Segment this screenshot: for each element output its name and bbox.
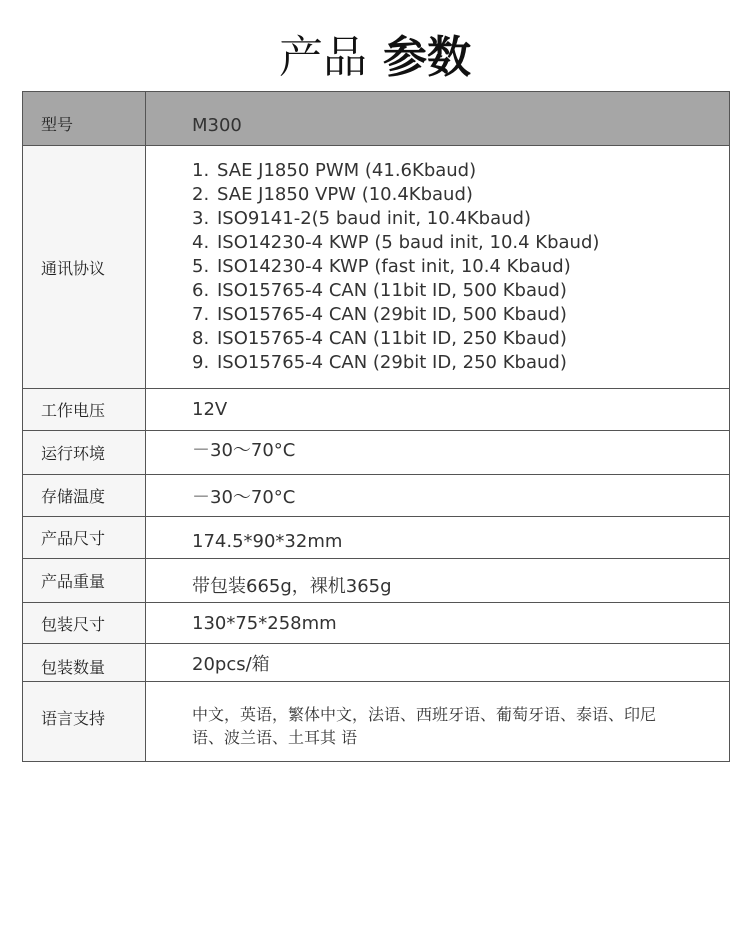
spec-row-product-weight bbox=[23, 559, 730, 603]
spec-key-voltage: 工作电压 bbox=[23, 389, 146, 431]
spec-row-package-qty bbox=[23, 644, 730, 682]
protocol-list bbox=[192, 159, 729, 375]
spec-key-languages-label: 语言支持 bbox=[41, 709, 106, 728]
spec-value-package-size: 130*75*258mm bbox=[146, 603, 730, 644]
protocol-text: ISO15765-4 CAN (29bit ID, 500 Kbaud) bbox=[217, 304, 567, 325]
protocol-text: ISO9141-2(5 baud init, 10.4Kbaud) bbox=[217, 208, 531, 229]
page-title-light: 产品 bbox=[279, 32, 367, 83]
spec-value-product-size bbox=[146, 517, 730, 559]
spec-key-package-size: 包装尺寸 bbox=[23, 603, 146, 644]
page-title bbox=[0, 28, 750, 88]
protocol-number: 8. bbox=[192, 328, 210, 349]
protocol-item bbox=[192, 255, 729, 279]
spec-value-model-text: M300 bbox=[192, 115, 242, 136]
spec-value-product-weight-text: 带包装665g，裸机365g bbox=[192, 575, 392, 597]
spec-key-model-label: 型号 bbox=[41, 115, 74, 134]
spec-value-package-qty: 20pcs/箱 bbox=[146, 644, 730, 682]
page-title-bold: 参数 bbox=[383, 32, 471, 83]
spec-row-product-size bbox=[23, 517, 730, 559]
spec-table bbox=[22, 91, 730, 762]
protocol-text: ISO15765-4 CAN (11bit ID, 250 Kbaud) bbox=[217, 328, 567, 349]
protocol-item bbox=[192, 327, 729, 351]
spec-row-storage-temp bbox=[23, 475, 730, 517]
spec-value-voltage: 12V bbox=[146, 389, 730, 431]
spec-value-product-weight bbox=[146, 559, 730, 603]
spec-value-languages-text: 中文，英语，繁体中文，法语、西班牙语、葡萄牙语、泰语、印尼语、波兰语、土耳其 语 bbox=[192, 704, 657, 747]
protocol-text: ISO14230-4 KWP (fast init, 10.4 Kbaud) bbox=[217, 256, 571, 277]
spec-value-operating-env bbox=[146, 431, 730, 475]
spec-key-product-weight: 产品重量 bbox=[23, 559, 146, 603]
spec-key-package-qty-label: 包装数量 bbox=[41, 658, 106, 677]
protocol-number: 4. bbox=[192, 232, 210, 253]
spec-row-model bbox=[23, 92, 730, 146]
protocol-text: SAE J1850 VPW (10.4Kbaud) bbox=[217, 184, 473, 205]
protocol-item bbox=[192, 207, 729, 231]
protocol-number: 2. bbox=[192, 184, 210, 205]
protocol-text: ISO15765-4 CAN (29bit ID, 250 Kbaud) bbox=[217, 352, 567, 373]
protocol-number: 6. bbox=[192, 280, 210, 301]
protocol-text: ISO15765-4 CAN (11bit ID, 500 Kbaud) bbox=[217, 280, 567, 301]
spec-row-operating-env bbox=[23, 431, 730, 475]
spec-value-storage-temp: －30～70°C bbox=[146, 475, 730, 517]
protocol-item bbox=[192, 351, 729, 375]
spec-row-package-size bbox=[23, 603, 730, 644]
spec-value-operating-env-text: －30～70°C bbox=[192, 439, 296, 461]
spec-row-protocols bbox=[23, 146, 730, 389]
protocol-item bbox=[192, 159, 729, 183]
spec-value-model bbox=[146, 92, 730, 146]
spec-key-storage-temp: 存储温度 bbox=[23, 475, 146, 517]
spec-key-languages bbox=[23, 682, 146, 762]
protocol-number: 7. bbox=[192, 304, 210, 325]
protocol-item bbox=[192, 183, 729, 207]
protocol-item bbox=[192, 279, 729, 303]
spec-key-operating-env: 运行环境 bbox=[23, 431, 146, 475]
spec-value-languages bbox=[146, 682, 730, 762]
protocol-number: 9. bbox=[192, 352, 210, 373]
spec-value-protocols bbox=[146, 146, 730, 389]
spec-key-model bbox=[23, 92, 146, 146]
protocol-number: 1. bbox=[192, 160, 210, 181]
protocol-item bbox=[192, 303, 729, 327]
protocol-item bbox=[192, 231, 729, 255]
protocol-number: 5. bbox=[192, 256, 210, 277]
spec-row-languages bbox=[23, 682, 730, 762]
protocol-number: 3. bbox=[192, 208, 210, 229]
spec-key-protocols: 通讯协议 bbox=[23, 146, 146, 389]
spec-value-product-size-text: 174.5*90*32mm bbox=[192, 531, 343, 552]
spec-row-voltage bbox=[23, 389, 730, 431]
protocol-text: SAE J1850 PWM (41.6Kbaud) bbox=[217, 160, 477, 181]
spec-key-product-size: 产品尺寸 bbox=[23, 517, 146, 559]
spec-key-package-qty bbox=[23, 644, 146, 682]
protocol-text: ISO14230-4 KWP (5 baud init, 10.4 Kbaud) bbox=[217, 232, 600, 253]
